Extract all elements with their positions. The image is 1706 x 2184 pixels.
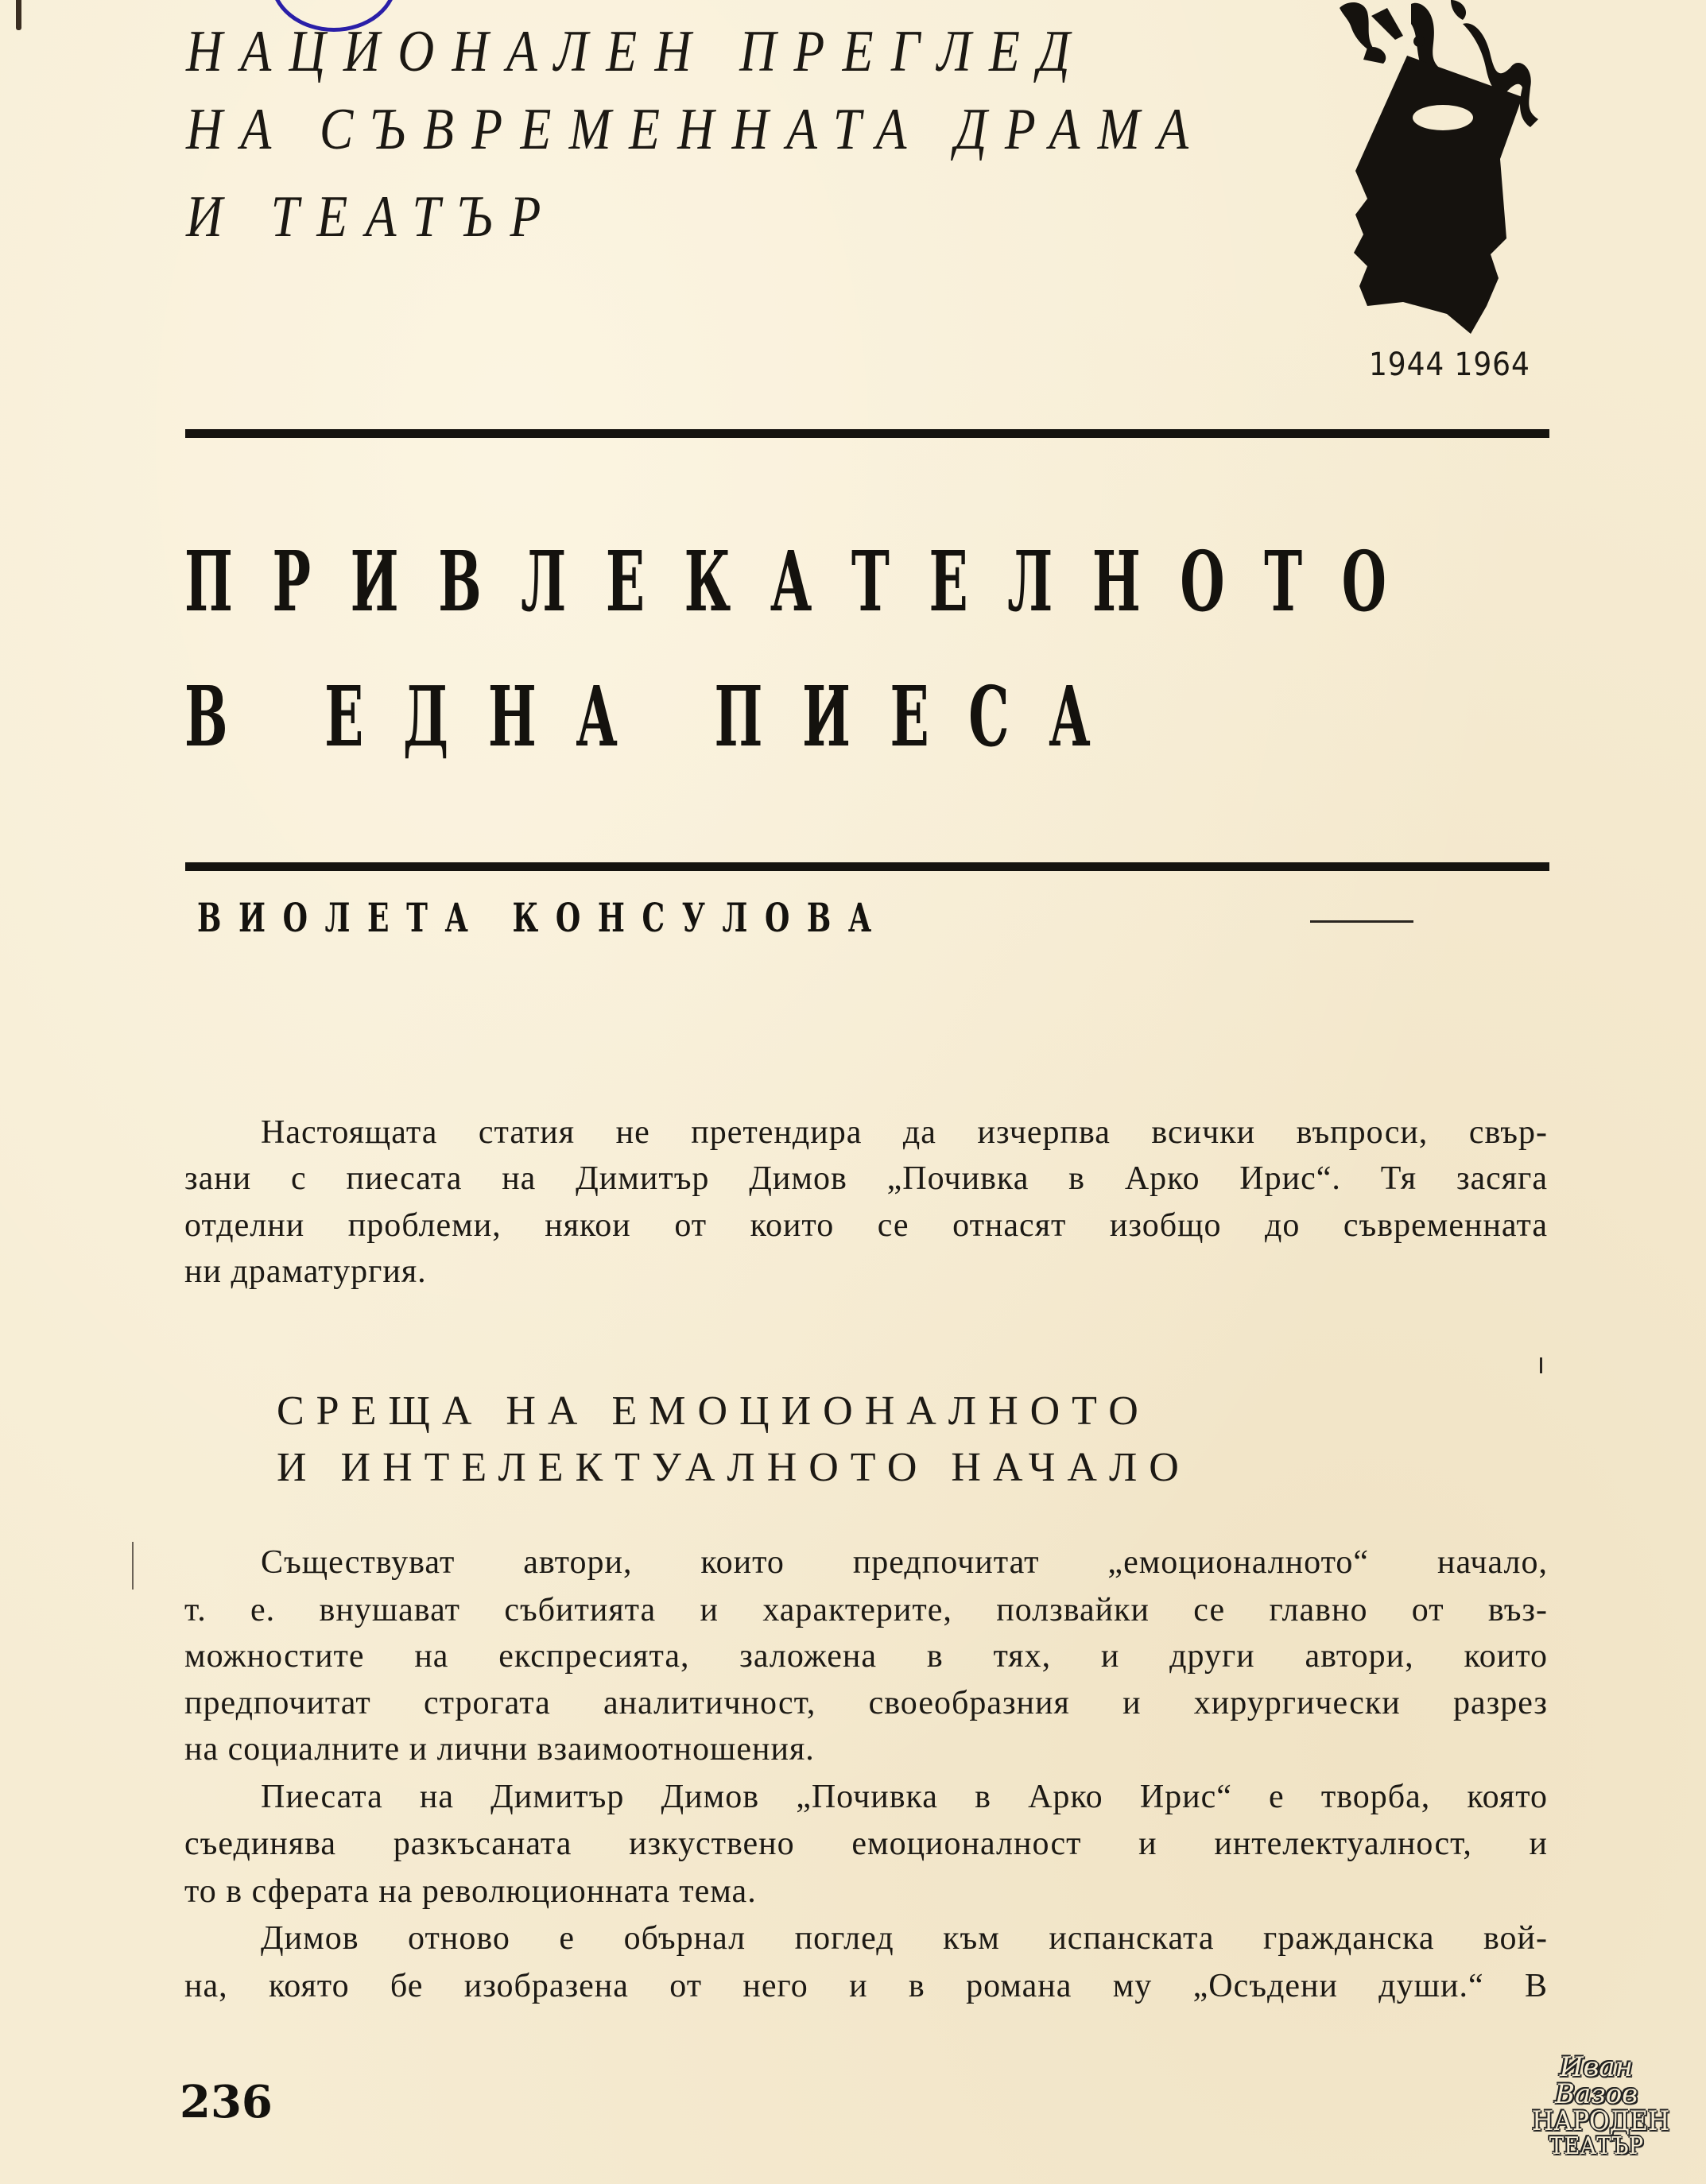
staple-mark — [16, 0, 21, 30]
body-line: то в сферата на революционната тема. — [184, 1873, 757, 1910]
body-line: можностите на експресията, заложена в тях, и други автори, които — [184, 1638, 1548, 1675]
masthead-line-1: НАЦИОНАЛЕН ПРЕГЛЕД — [186, 19, 1088, 84]
margin-mark — [1540, 1357, 1542, 1373]
intro-line: ни драматургия. — [184, 1253, 427, 1290]
title-rule — [185, 862, 1549, 871]
logo-script: Иван Вазов — [1554, 2051, 1638, 2110]
body-line: съединява разкъсаната изкуствено емоционалност и интелектуалност, и — [184, 1826, 1548, 1862]
section-heading-line-2: И ИНТЕЛЕКТУАЛНОТО НАЧАЛО — [277, 1445, 1191, 1490]
author-name: ВИОЛЕТА КОНСУЛОВА — [197, 894, 889, 941]
body-line: Съществуват автори, които предпочитат „емоционалното“ начало, — [261, 1544, 1548, 1581]
intro-line: зани с пиесата на Димитър Димов „Почивка в Арко Ирис“. Тя засяга — [184, 1160, 1548, 1197]
article-title-line-1: ПРИВЛЕКАТЕЛНОТО — [184, 532, 1426, 630]
theatre-mask-icon — [1292, 0, 1554, 342]
body-line: т. е. внушават събитията и характерите, ползвайки се главно от въз- — [184, 1592, 1548, 1628]
intro-line: отделни проблеми, някои от които се отнасят изобщо до съвременната — [184, 1207, 1548, 1244]
body-line: на социалните и лични взаимоотношения. — [184, 1731, 815, 1768]
dash-mark — [1310, 920, 1413, 923]
margin-mark — [132, 1542, 134, 1590]
body-line: Пиесата на Димитър Димов „Почивка в Арко Ирис“ е творба, която — [261, 1779, 1548, 1815]
logo-line-2: ТЕАТЪР — [1549, 2132, 1644, 2160]
section-heading-line-1: СРЕЩА НА ЕМОЦИОНАЛНОТО — [277, 1388, 1150, 1434]
national-theatre-logo — [1526, 2051, 1670, 2160]
masthead-line-3: И ТЕАТЪР — [186, 184, 559, 250]
body-line: Димов отново е обърнал поглед към испанската гражданска вой- — [261, 1920, 1548, 1957]
logo-line-1: НАРОДЕН — [1532, 2105, 1670, 2137]
body-line: на, която бе изобразена от него и в романа му „Осъдени души.“ В — [184, 1968, 1548, 2004]
body-line: предпочитат строгата аналитичност, своеобразния и хирургически разрез — [184, 1685, 1548, 1721]
masthead-line-2: НА СЪВРЕМЕННАТА ДРАМА — [186, 97, 1207, 162]
top-rule — [185, 429, 1549, 438]
anniversary-years: 1944 1964 — [1369, 347, 1530, 383]
page-number: 236 — [180, 2076, 273, 2128]
intro-line: Настоящата статия не претендира да изчерпва всички въпроси, свър- — [261, 1114, 1548, 1151]
article-title-line-2: В ЕДНА ПИЕСА — [184, 668, 1130, 765]
